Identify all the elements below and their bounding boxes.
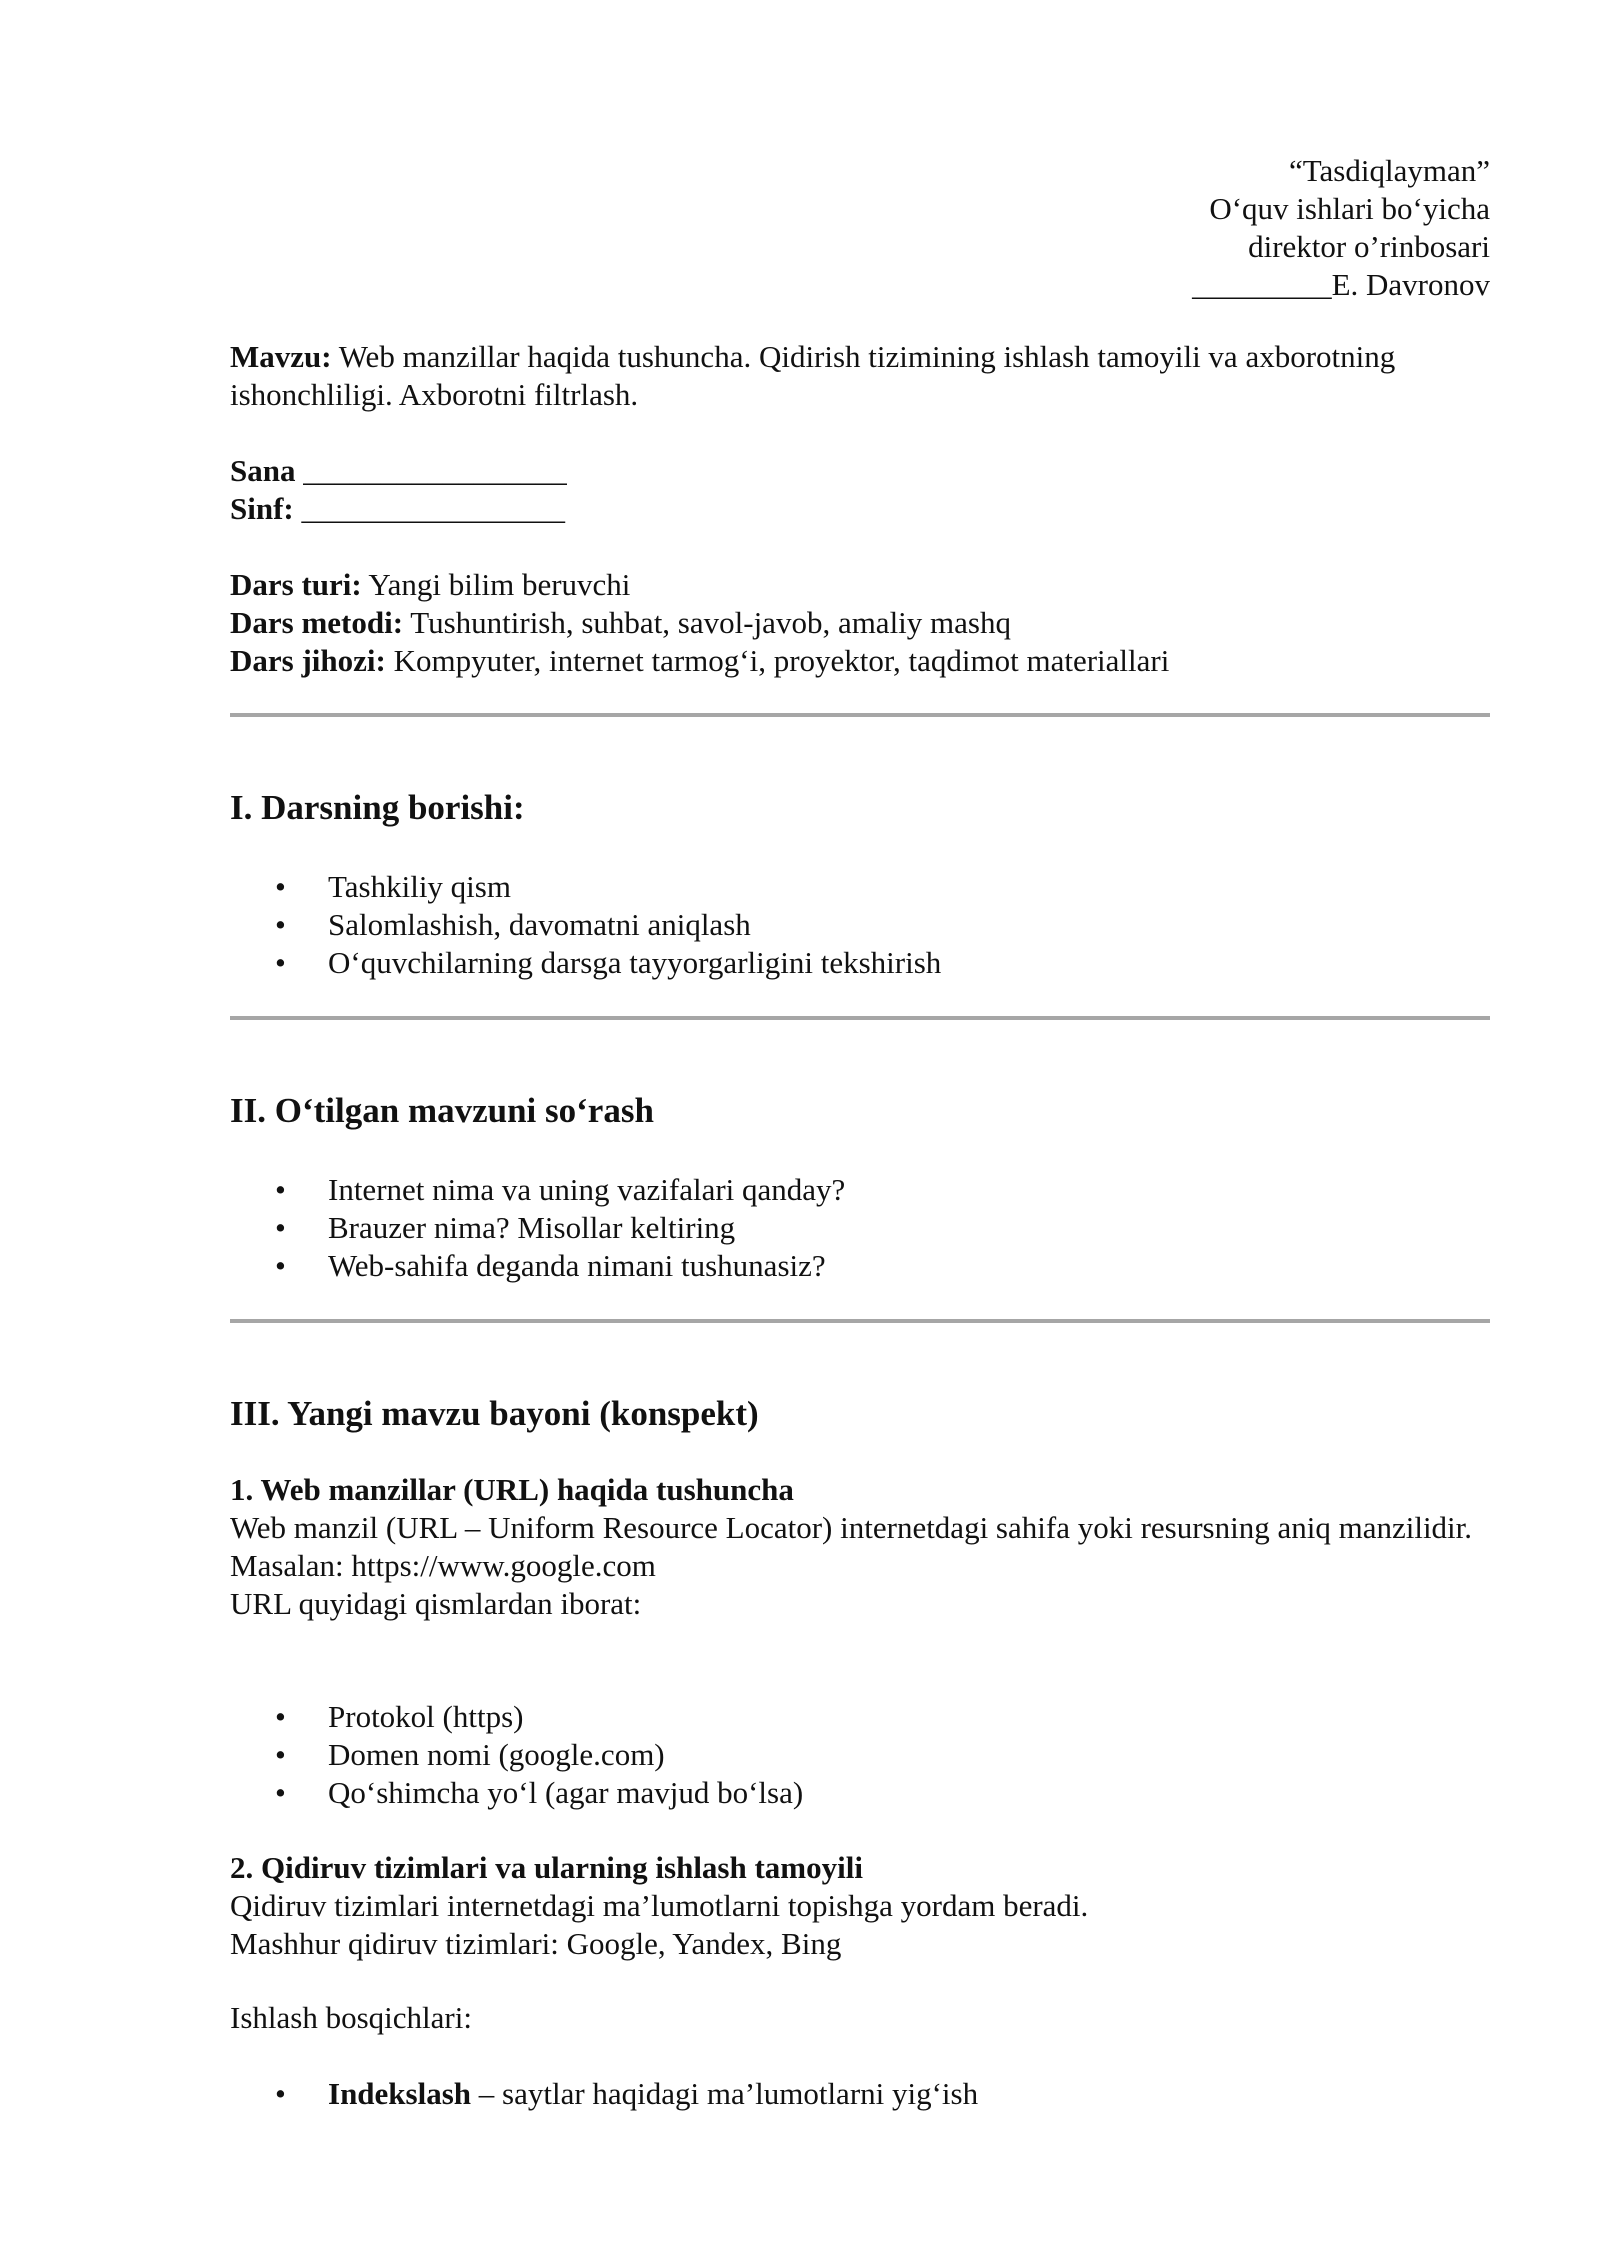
lesson-type-value: Yangi bilim beruvchi (361, 567, 631, 602)
approval-position-line1: O‘quv ishlari bo‘yicha (1209, 191, 1490, 226)
date-class-block (230, 452, 1490, 528)
lesson-type-label: Dars turi: (230, 567, 362, 602)
lesson-type-line (230, 566, 1490, 604)
list-item: • O‘quvchilarning darsga tayyorgarligini tekshirish (230, 944, 1490, 982)
section1-list (230, 868, 1490, 982)
lesson-method-value: Tushuntirish, suhbat, savol-javob, amaliy mashq (403, 605, 1011, 640)
subsection2-title: 2. Qidiruv tizimlari va ularning ishlash tamoyili (230, 1850, 863, 1885)
list-item: • Tashkiliy qism (230, 868, 1490, 906)
subsection1 (230, 1471, 1490, 1623)
list-item: • Protokol (https) (230, 1698, 1490, 1736)
lesson-equipment-line (230, 642, 1490, 680)
approval-position-line2: direktor o’rinbosari (1248, 229, 1490, 264)
class-line (230, 490, 1490, 528)
list-item (230, 2075, 1490, 2113)
lesson-equipment-label: Dars jihozi: (230, 643, 386, 678)
class-blank: _________________ (293, 491, 565, 526)
date-line (230, 452, 1490, 490)
section1-heading: I. Darsning borishi: (230, 788, 525, 827)
subsection1-parts-intro: URL quyidagi qismlardan iborat: (230, 1586, 642, 1621)
subsection1-example: Masalan: https://www.google.com (230, 1548, 656, 1583)
divider (230, 1319, 1490, 1323)
topic-text: Web manzillar haqida tushuncha. Qidirish tizimining ishlash tamoyili va axborotning ishonchliligi. Axborotni filtrlash. (230, 339, 1396, 412)
topic-label: Mavzu: (230, 339, 332, 374)
list-item: • Brauzer nima? Misollar keltiring (230, 1209, 1490, 1247)
lesson-method-line (230, 604, 1490, 642)
approval-block (1192, 152, 1490, 304)
divider (230, 713, 1490, 717)
step-term: Indekslash (328, 2076, 472, 2111)
lesson-method-label: Dars metodi: (230, 605, 404, 640)
list-item: • Salomlashish, davomatni aniqlash (230, 906, 1490, 944)
subsection2 (230, 1849, 1490, 1963)
subsection1-title: 1. Web manzillar (URL) haqida tushuncha (230, 1472, 794, 1507)
steps-list (230, 2075, 1490, 2113)
class-label: Sinf: (230, 491, 294, 526)
subsection2-examples: Mashhur qidiruv tizimlari: Google, Yandex, Bing (230, 1926, 842, 1961)
list-item: • Web-sahifa deganda nimani tushunasiz? (230, 1247, 1490, 1285)
subsection2-intro: Qidiruv tizimlari internetdagi ma’lumotlarni topishga yordam beradi. (230, 1888, 1089, 1923)
section2-heading: II. O‘tilgan mavzuni so‘rash (230, 1091, 654, 1130)
date-label: Sana (230, 453, 296, 488)
list-item: • Internet nima va uning vazifalari qanday? (230, 1171, 1490, 1209)
subsection1-definition: Web manzil (URL – Uniform Resource Locator) internetdagi sahifa yoki resursning aniq manzilidir. (230, 1510, 1473, 1545)
approval-signature: _________E. Davronov (1192, 267, 1490, 302)
lesson-equipment-value: Kompyuter, internet tarmog‘i, proyektor, taqdimot materiallari (385, 643, 1170, 678)
list-item: • Qo‘shimcha yo‘l (agar mavjud bo‘lsa) (230, 1774, 1490, 1812)
approval-title: “Tasdiqlayman” (1289, 153, 1490, 188)
date-blank: _________________ (295, 453, 567, 488)
lesson-info-block (230, 566, 1490, 680)
section3-heading: III. Yangi mavzu bayoni (konspekt) (230, 1394, 759, 1433)
section2-list (230, 1171, 1490, 1285)
url-parts-list (230, 1698, 1490, 1812)
steps-label: Ishlash bosqichlari: (230, 2000, 472, 2035)
divider (230, 1016, 1490, 1020)
step-text: – saytlar haqidagi ma’lumotlarni yig‘ish (471, 2076, 979, 2111)
list-item: • Domen nomi (google.com) (230, 1736, 1490, 1774)
topic-paragraph (230, 338, 1490, 414)
